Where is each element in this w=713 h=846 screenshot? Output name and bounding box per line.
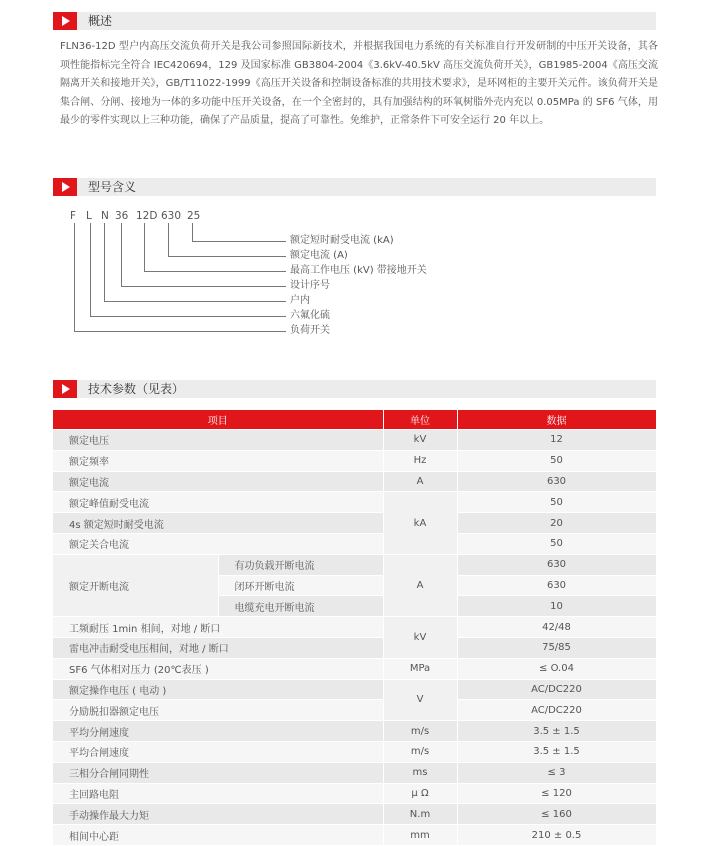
model-meaning-label: 六氟化硫 bbox=[290, 310, 330, 321]
row-value: 50 bbox=[457, 533, 656, 554]
table-row bbox=[53, 700, 656, 721]
play-arrow-icon bbox=[53, 12, 77, 30]
model-code-part: L bbox=[86, 210, 92, 222]
table-row bbox=[53, 679, 656, 700]
header-value: 数据 bbox=[457, 410, 656, 430]
table-row bbox=[53, 721, 656, 742]
row-name: 平均分闸速度 bbox=[53, 721, 383, 742]
row-value: 210 ± 0.5 bbox=[457, 825, 656, 845]
model-code-part: 12D bbox=[136, 210, 158, 222]
row-value: 50 bbox=[457, 450, 656, 471]
row-value: ≤ O.04 bbox=[457, 658, 656, 679]
row-unit: kA bbox=[383, 492, 457, 554]
row-unit: μ Ω bbox=[383, 783, 457, 804]
intro-paragraph: FLN36-12D 型户内高压交流负荷开关是我公司参照国际新技术，并根据我国电力系统的有关标准自行开发研制的中压开关设备，其各项性能指标完全符合 IEC420694，129 及国家标准 GB3804-2004《3.6kV-40.5kV 高压交流负荷开关》，GB1985-2004《高压交流隔离开关和接地开关》，GB/T11022-1999《高压开关设备和控制设备标准的共用技术要求》，是环网柜的主要开关元件。该负荷开关是集合闸、分闸、接地为一体的多功能中压开关设备，在一个全密封的，具有加强结构的环氧树脂外壳内充以 0.05MPa 的 SF6 气体，用最少的零件实现以上三种功能，确保了产品质量，提高了可靠性。免维护，正常条件下可安全运行 20 年以上。 bbox=[60, 41, 658, 127]
row-value: 12 bbox=[457, 430, 656, 451]
section-title: 概述 bbox=[88, 14, 113, 28]
table-row bbox=[53, 533, 656, 554]
row-unit: ms bbox=[383, 762, 457, 783]
row-name: 额定开断电流 bbox=[53, 554, 218, 616]
model-code-part: N bbox=[101, 210, 109, 222]
model-meaning-label: 户内 bbox=[290, 295, 310, 306]
tech-params-table bbox=[53, 410, 657, 845]
table-row bbox=[53, 471, 656, 492]
row-unit: A bbox=[383, 554, 457, 616]
table-row bbox=[53, 554, 656, 575]
play-arrow-icon bbox=[53, 178, 77, 196]
row-name: 相间中心距 bbox=[53, 825, 383, 845]
header-item: 项目 bbox=[53, 410, 383, 430]
row-unit: mm bbox=[383, 825, 457, 845]
table-row bbox=[53, 825, 656, 845]
table-row bbox=[53, 783, 656, 804]
model-code-part: 36 bbox=[115, 210, 129, 222]
row-value: ≤ 160 bbox=[457, 804, 656, 825]
row-subname: 电缆充电开断电流 bbox=[218, 596, 383, 617]
row-name: 额定电压 bbox=[53, 430, 383, 451]
row-value: 3.5 ± 1.5 bbox=[457, 741, 656, 762]
row-value: ≤ 3 bbox=[457, 762, 656, 783]
table-row bbox=[53, 637, 656, 658]
row-name: 额定频率 bbox=[53, 450, 383, 471]
section-header-model bbox=[53, 178, 656, 196]
model-code-part: 630 bbox=[161, 210, 182, 222]
row-name: 工频耐压 1min 相间，对地 / 断口 bbox=[53, 617, 383, 638]
row-unit: m/s bbox=[383, 741, 457, 762]
table-row bbox=[53, 492, 656, 513]
row-unit: Hz bbox=[383, 450, 457, 471]
table-row bbox=[53, 513, 656, 534]
row-name: 额定操作电压 ( 电动 ) bbox=[53, 679, 383, 700]
section-title: 型号含义 bbox=[88, 180, 137, 194]
model-code-part: 25 bbox=[187, 210, 201, 222]
play-arrow-icon bbox=[53, 380, 77, 398]
row-unit: A bbox=[383, 471, 457, 492]
row-value: 10 bbox=[457, 596, 656, 617]
row-name: 三相分合闸同期性 bbox=[53, 762, 383, 783]
table-row bbox=[53, 762, 656, 783]
row-unit: kV bbox=[383, 617, 457, 659]
row-unit: V bbox=[383, 679, 457, 721]
table-row bbox=[53, 804, 656, 825]
model-meaning-label: 额定短时耐受电流 (kA) bbox=[290, 235, 394, 246]
section-header-overview bbox=[53, 12, 656, 30]
table-row bbox=[53, 658, 656, 679]
model-meaning-label: 设计序号 bbox=[290, 280, 330, 291]
row-value: 42/48 bbox=[457, 617, 656, 638]
section-title: 技术参数（见表） bbox=[88, 382, 185, 396]
row-value: AC/DC220 bbox=[457, 679, 656, 700]
row-value: 630 bbox=[457, 575, 656, 596]
header-unit: 单位 bbox=[383, 410, 457, 430]
row-value: 630 bbox=[457, 471, 656, 492]
row-name: 分励脱扣器额定电压 bbox=[53, 700, 383, 721]
row-subname: 有功负载开断电流 bbox=[218, 554, 383, 575]
row-name: 额定关合电流 bbox=[53, 533, 383, 554]
table-row bbox=[53, 450, 656, 471]
row-name: 平均合闸速度 bbox=[53, 741, 383, 762]
table-row bbox=[53, 430, 656, 451]
row-subname: 闭环开断电流 bbox=[218, 575, 383, 596]
row-name: 雷电冲击耐受电压相间，对地 / 断口 bbox=[53, 637, 383, 658]
row-unit: m/s bbox=[383, 721, 457, 742]
table-row bbox=[53, 617, 656, 638]
row-name: 手动操作最大力矩 bbox=[53, 804, 383, 825]
row-value: AC/DC220 bbox=[457, 700, 656, 721]
section-header-tech bbox=[53, 380, 656, 398]
row-value: 20 bbox=[457, 513, 656, 534]
model-meaning-label: 最高工作电压 (kV) 带接地开关 bbox=[290, 265, 427, 276]
row-value: 630 bbox=[457, 554, 656, 575]
row-name: 额定电流 bbox=[53, 471, 383, 492]
row-value: 3.5 ± 1.5 bbox=[457, 721, 656, 742]
row-name: 额定峰值耐受电流 bbox=[53, 492, 383, 513]
row-name: 主回路电阻 bbox=[53, 783, 383, 804]
table-header-row bbox=[53, 410, 656, 430]
row-value: ≤ 120 bbox=[457, 783, 656, 804]
row-name: SF6 气体相对压力 (20℃表压 ) bbox=[53, 658, 383, 679]
row-unit: N.m bbox=[383, 804, 457, 825]
row-value: 50 bbox=[457, 492, 656, 513]
model-meaning-label: 额定电流 (A) bbox=[290, 250, 348, 261]
table-row bbox=[53, 741, 656, 762]
row-unit: kV bbox=[383, 430, 457, 451]
model-meaning-label: 负荷开关 bbox=[290, 325, 330, 336]
row-name: 4s 额定短时耐受电流 bbox=[53, 513, 383, 534]
row-unit: MPa bbox=[383, 658, 457, 679]
row-value: 75/85 bbox=[457, 637, 656, 658]
model-code-part: F bbox=[70, 210, 77, 222]
